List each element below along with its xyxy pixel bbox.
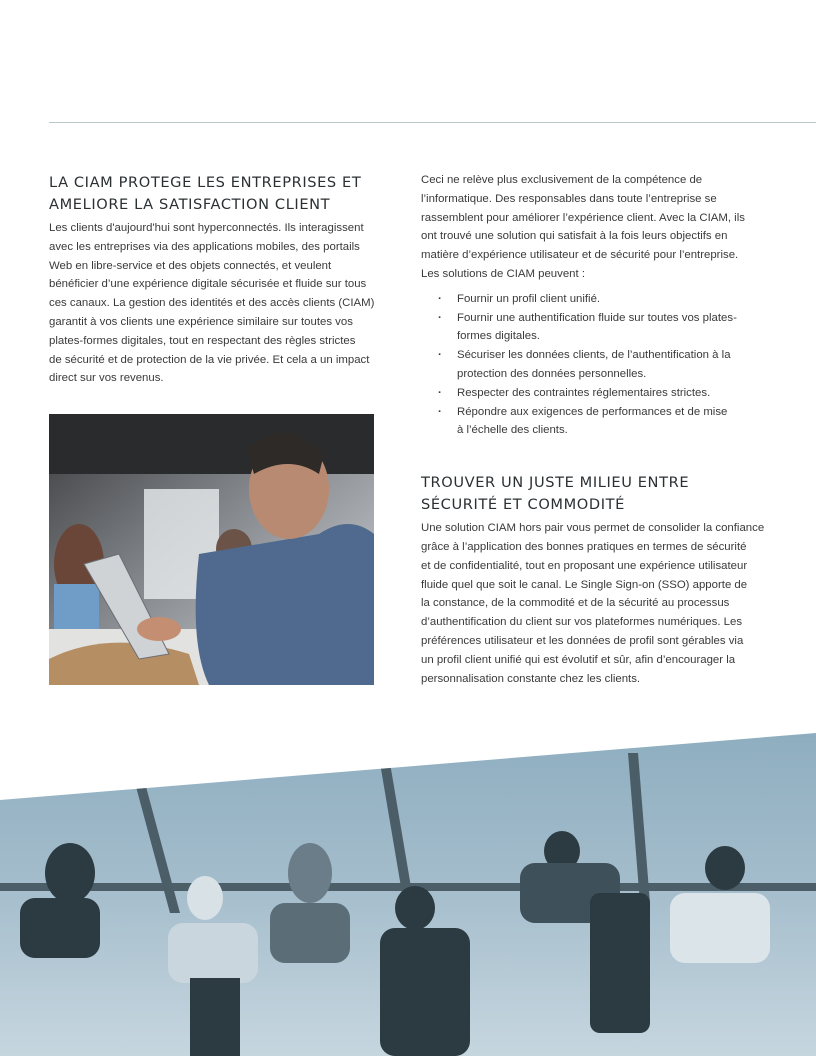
text-line: avec les entreprises via des applications mobiles, des portails [49, 240, 360, 253]
text-line: bénéficier d’une expérience digitale sécurisée et fluide sur tous [49, 278, 367, 291]
list-item [421, 403, 781, 441]
office-crowd-banner-photo [0, 733, 816, 1056]
text-line: formes digitales. [457, 330, 540, 343]
section2-paragraph [421, 171, 781, 284]
header-divider [49, 122, 816, 123]
text-line: ces canaux. La gestion des identités et des accès clients (CIAM) [49, 297, 375, 310]
text-line: à l’échelle des clients. [457, 424, 568, 437]
text-line: garantit à vos clients une expérience similaire sur toutes vos [49, 315, 353, 328]
list-item [421, 384, 781, 403]
text-line: Ceci ne relève plus exclusivement de la compétence de [421, 174, 703, 186]
section1-paragraph [49, 219, 399, 388]
text-line: l’informatique. Des responsables dans toute l’entreprise se [421, 192, 717, 205]
list-item [421, 309, 781, 347]
left-column [49, 172, 399, 388]
text-line: matière d’expérience utilisateur et de sécurité pour l’entreprise. [421, 249, 739, 262]
text-line: Fournir une authentification fluide sur toutes vos plates- [457, 311, 737, 324]
text-line: préférences utilisateur et les données de profil sont gérables via [421, 634, 744, 647]
ciam-benefits-list [421, 290, 781, 440]
text-line: plates-formes digitales, tout en respectant des règles strictes [49, 334, 356, 347]
text-line: et de confidentialité, tout en proposant une expérience utilisateur [421, 559, 748, 572]
text-line: direct sur vos revenus. [49, 372, 164, 385]
section3-paragraph [421, 519, 781, 688]
list-item [421, 290, 781, 309]
text-line: Une solution CIAM hors pair vous permet de consolider la confiance [421, 522, 765, 535]
text-line: personnalisation constante chez les clients. [421, 672, 641, 685]
text-line: rassemblent pour améliorer l’expérience client. Avec la CIAM, ils [421, 211, 745, 224]
text-line: un profil client unifié qui est évolutif et sûr, afin d’encourager la [421, 653, 736, 666]
text-line: Web en libre-service et des objets connectés, et veulent [49, 259, 332, 272]
heading-line: AMELIORE LA SATISFACTION CLIENT [49, 196, 331, 213]
text-line: Les solutions de CIAM peuvent : [421, 267, 585, 280]
heading-line: TROUVER UN JUSTE MILIEU ENTRE [421, 474, 690, 492]
text-line: Respecter des contraintes réglementaires strictes. [457, 386, 711, 399]
list-item [421, 346, 781, 384]
section-heading-juste-milieu [421, 472, 781, 516]
text-line: la constance, de la commodité et de la sécurité au processus [421, 597, 730, 610]
man-with-tablet-photo [49, 414, 374, 685]
heading-line: SÉCURITÉ ET COMMODITÉ [421, 496, 625, 514]
text-line: Sécuriser les données clients, de l’authentification à la [457, 349, 731, 362]
text-line: protection des données personnelles. [457, 367, 647, 380]
text-line: ont trouvé une solution qui satisfait à la fois leurs objectifs en [421, 230, 728, 243]
text-line: de sécurité et de protection de la vie privée. Et cela a un impact [49, 353, 370, 366]
right-column [421, 171, 781, 688]
text-line: d’authentification du client sur vos plateformes numériques. Les [421, 616, 743, 629]
heading-line: LA CIAM PROTEGE LES ENTREPRISES ET [49, 174, 362, 191]
section-heading-ciam-protege [49, 172, 399, 216]
text-line: Les clients d'aujourd'hui sont hyperconnectés. Ils interagissent [49, 222, 364, 234]
text-line: grâce à l’application des bonnes pratiques en termes de sécurité [421, 540, 747, 553]
text-line: fluide quel que soit le canal. Le Single Sign-on (SSO) apporte de [421, 578, 748, 591]
text-line: Répondre aux exigences de performances et de mise [457, 405, 728, 418]
text-line: Fournir un profil client unifié. [457, 292, 601, 305]
